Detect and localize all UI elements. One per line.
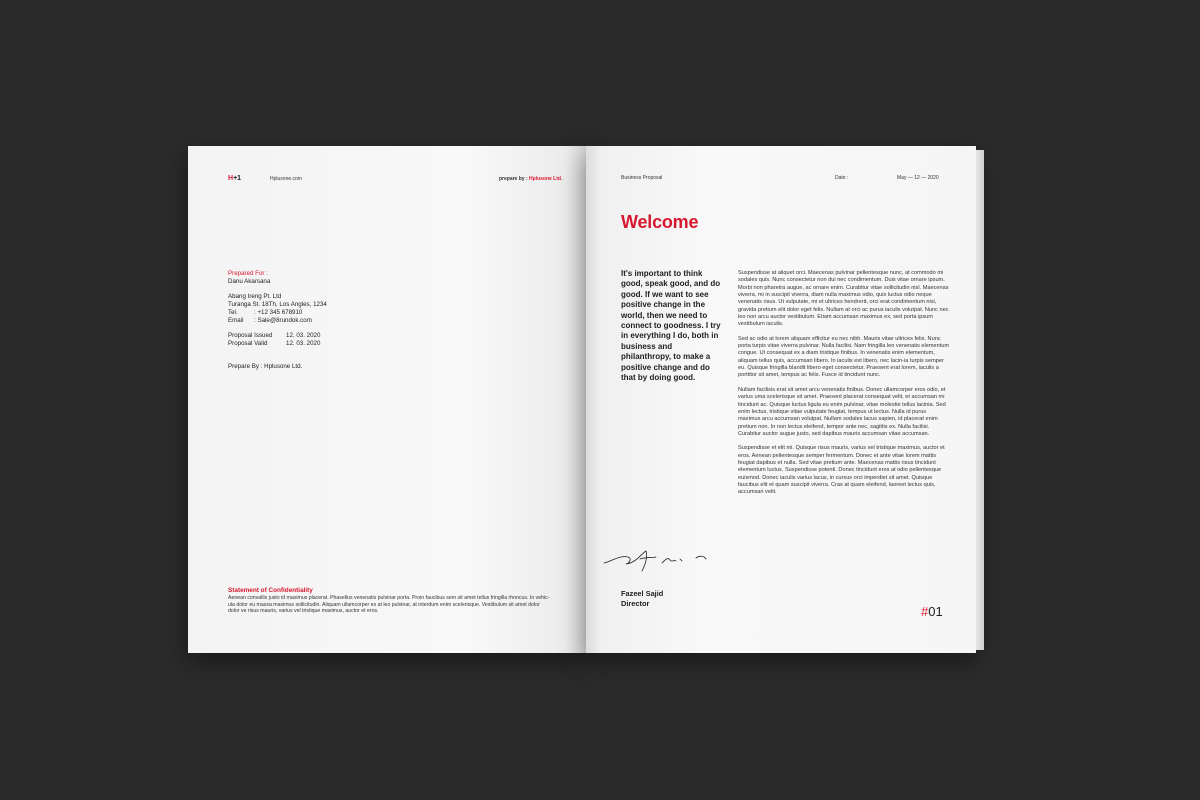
- company-name: Abang Ireng Pt. Ltd: [228, 293, 282, 300]
- contact-value[interactable]: : Sale@8rundok.com: [254, 317, 312, 324]
- body-paragraph: Nullam facilisis erat sit amet arcu venenatis finibus. Donec ullamcorper eros odio, et varius uma scelerisque sit amet. Praesent placerat consequat velit, et accumsan mi tincidunt ac. Quisque luctus ligula eu enim pulvinar, vitae molestie tellus lacinia. Sed enim lectus, tristique vitae vulputate feugiat, tempus ut lectus. Nulla id purus maximus arcu accumsan volutpat. Nullam sodales lacus sapien, id placerat enim pretium non. In non lectus eleifend, tempor ante nec, sagittis ex. Nulla facilisi. Curabitur auctor augue justo, sed dapibus mauris accumsan vitae accumsan.: [738, 386, 946, 437]
- website-link[interactable]: Hplusone.com: [270, 176, 302, 182]
- proposal-dates: [228, 332, 320, 348]
- body-paragraph: Suspendisse et elit mi. Quisque risus mauris, varius vel tristique maximus, auctor et eros. Aenean pellentesque semper fermentum. Donec et ante vitae lorem mattis feugiat dapibus et nulla. Sed vitae pretium ante. Maecenas mattis risus tincidunt elementum luctus. Suspendisse potenti. Donec tincidunt eros at odio pellentesque euismod. Donec iaculis varius lacus, in cursus orci imperdiet sit amet. Quisque faucibus elit et quam suscipit viverra. Cras at quam eleifend, laoreet lectus quis, accumsan velit.: [738, 445, 945, 496]
- signer-name: Fazeel Sajid: [621, 589, 664, 598]
- date-value: 12. 03. 2020: [286, 340, 321, 347]
- contact-label: Tel.: [228, 309, 238, 316]
- date-row-issued: [228, 332, 320, 340]
- contact-row-email: [228, 317, 312, 325]
- confidentiality-line: Aenean convallis justo id maximus placerat. Phasellus venenatis pulvinar porta. Proin faucibus sem sit amet tellus fringilla rhoncus. In vehic-: [228, 595, 550, 601]
- contact-list: [228, 309, 312, 325]
- date-row-valid: [228, 340, 320, 348]
- page-number-value: 01: [928, 604, 943, 619]
- date-value: 12. 03. 2020: [286, 332, 321, 339]
- page-number-hash: #: [921, 604, 929, 619]
- welcome-quote: It's important to think good, speak good, and do good. If we want to see positive change in the world, then we need to connect to goodness. I try in everything I do, both in business and philanthropy, to make a positive change and do that by doing good.: [621, 269, 721, 383]
- confidentiality-heading: Statement of Confidentiality: [228, 587, 313, 594]
- confidentiality-line: ula dolor eu massa maximus sollicitudin. Aliquam ullamcorper ex at leo pulvinar, at interdum enim scelerisque. Vestibulum sit amet dolor: [228, 601, 540, 608]
- signature-icon: [602, 541, 720, 575]
- contact-label: Email: [228, 317, 244, 324]
- page-stack-edge: [976, 150, 984, 650]
- body-text: [738, 270, 950, 504]
- date-label: Date :: [835, 175, 849, 181]
- brochure-spread: [188, 146, 984, 653]
- body-paragraph: Suspendisse at aliquet orci. Maecenas pulvinar pellentesque nunc, at commodo mi sodales quis. Nunc consectetur non dui nec condimentum. Duis vitae ornare ipsum. Morbi non pharetra augue, ac ornare enim. Curabitur vitae sollicitudin nisl. Maecenas viverra, mi in suscipit viverra, diam nulla maximus odio, quis luctus odio neque venenatis risus. Ut vulputate, mi et ultrices hendrerit, orci erat condimentum nisi, gravida pretium elit dolor eget felis. Nullam at orci ac purus iaculis volutpat. Nunc nec leo non arcu auctor vestibulum. Etiam accumsan maximus ex, sed porta ipsum vestibulum iaculis.: [738, 270, 949, 328]
- body-paragraph: Sed ac odio at lorem aliquam efficitur eu nec nibh. Mauris vitae ultrices felis. Nunc porta turpis vitae viverra pulvinar. Nulla facilisi. Nam fringilla leo venenatis elementum congue. Ut consequat ex a diam tristique finibus. In venenatis enim elementum, aliquam tellus quis, accumsan libero. In iaculis est libero, nec lacin-ia turpis semper eu. Quisque fringilla blandit libero eget consectetur. Praesent erat lorem, iaculis a porttitor sit amet, tempus ac felis. Fusce id tincidunt nunc.: [738, 335, 950, 379]
- page-number: [921, 604, 943, 619]
- date-label: Proposal Issued: [228, 332, 273, 339]
- client-name: Danu Akarsana: [228, 278, 271, 285]
- business-proposal-label: Business Proposal: [621, 175, 663, 181]
- confidentiality-line: dolor ve risus mauris, varius vel tristique maximus, auctor et eros.: [228, 608, 379, 615]
- hplusone-logo: H+1: [228, 175, 242, 182]
- prepare-by-header: prepare by : Hplusone Ltd.: [499, 176, 563, 182]
- left-page: [188, 146, 586, 653]
- prepare-by-line: Prepare By : Hplusone Ltd.: [228, 363, 303, 370]
- welcome-title: Welcome: [621, 212, 699, 232]
- contact-row-tel: [228, 309, 312, 317]
- prepared-for-heading: Prepared For :: [228, 270, 268, 277]
- right-page: [586, 146, 976, 653]
- date-value: May — 12 — 2020: [897, 175, 939, 181]
- signer-role: Director: [621, 599, 650, 608]
- contact-value: : +12 345 678910: [254, 309, 303, 316]
- address: Turanga St. 18Th, Los Angles, 1234: [228, 301, 327, 308]
- confidentiality-text: [228, 595, 554, 615]
- date-label: Proposal Valid: [228, 340, 268, 347]
